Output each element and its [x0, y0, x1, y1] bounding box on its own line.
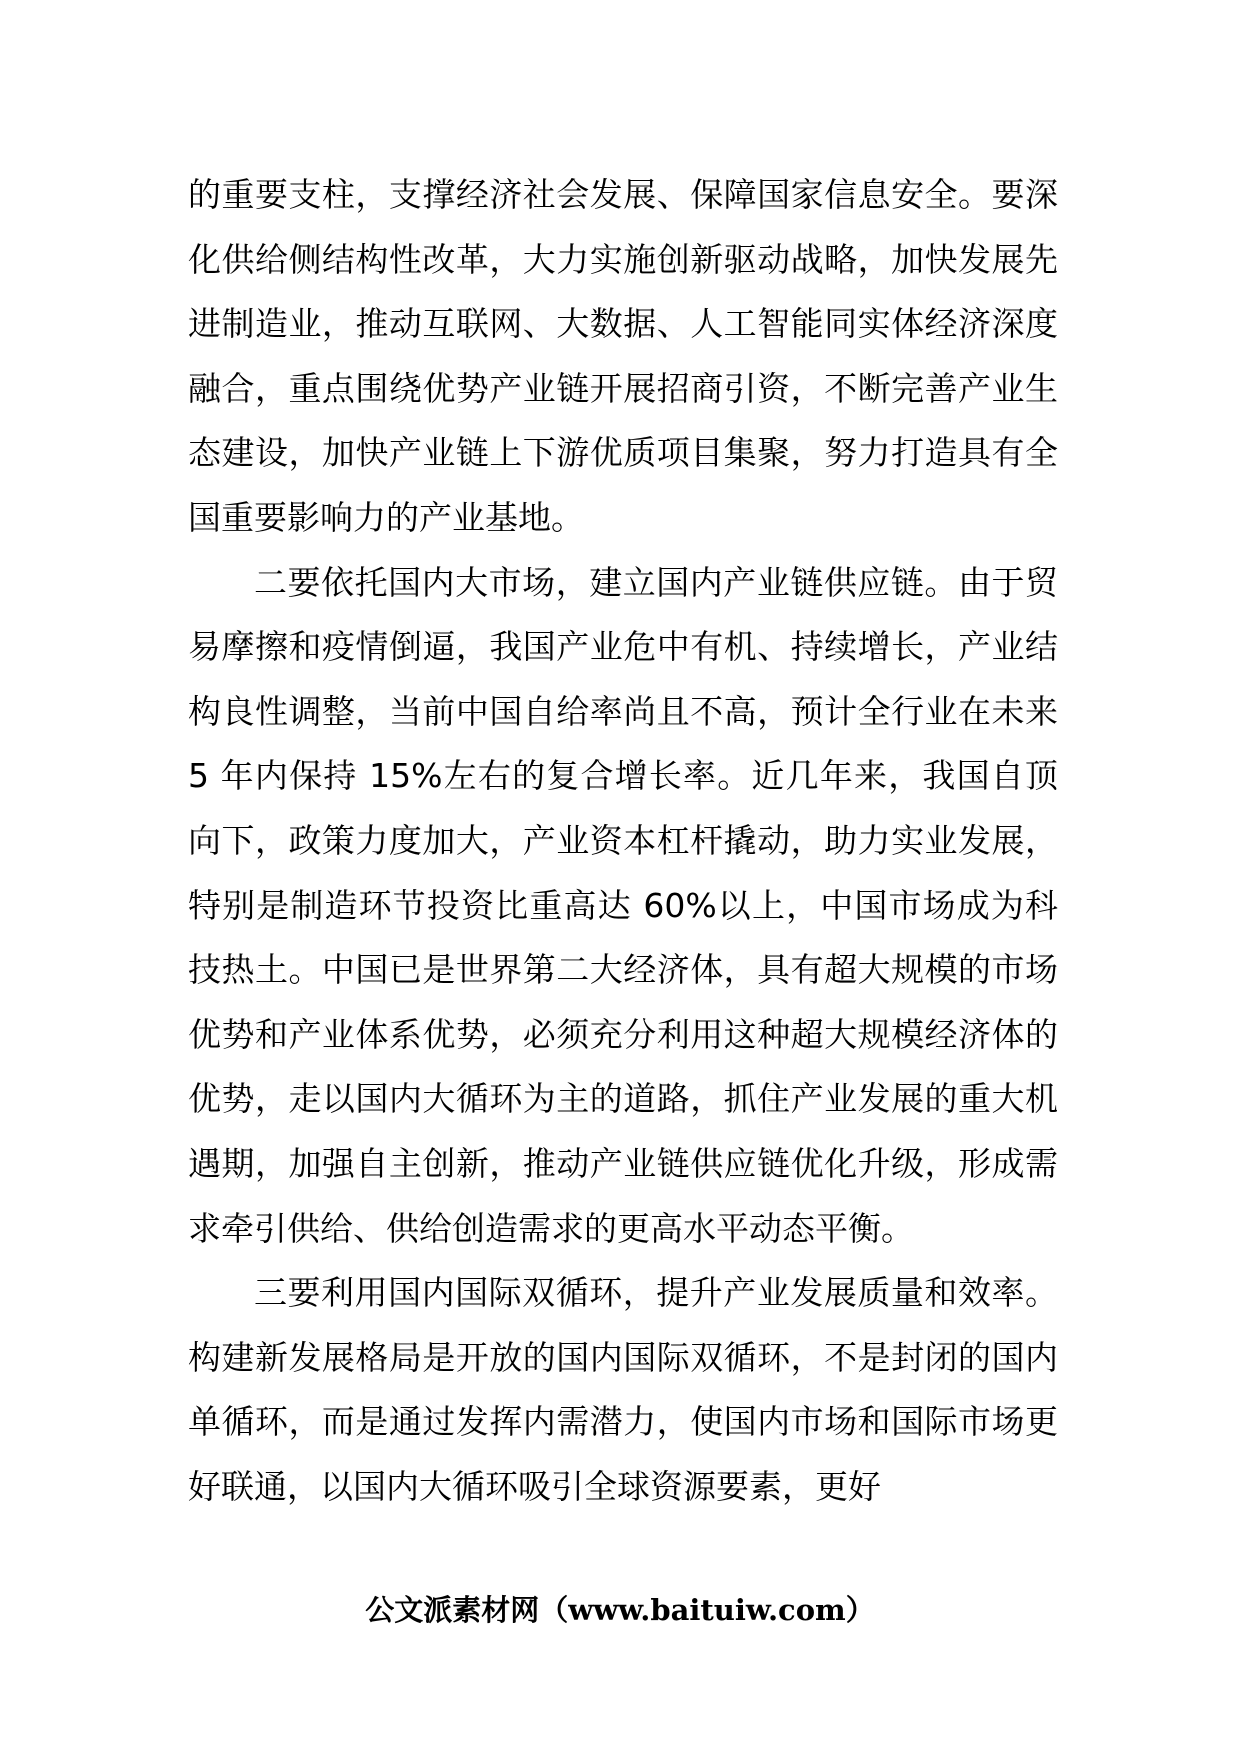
paragraph-continuation	[188, 163, 1058, 551]
page-footer	[0, 1590, 1240, 1630]
footer-watermark-text: 公文派素材网（www.baituiw.com）	[365, 1593, 875, 1627]
paragraph-text: 由于贸易摩擦和疫情倒逼，我国产业危中有机、持续增长，产业结构良性调整，当前中国自给率尚且不高，预计全行业在未来 5 年内保持 15%左右的复合增长率。近几年来，我国自顶向下，政策力度加大，产业资本杠杆撬动，助力实业发展，特别是制造环节投资比重高达 60%以上，中国市场成为科技热土。中国已是世界第二大经济体，具有超大规模的市场优势和产业体系优势，必须充分利用这种超大规模经济体的优势，走以国内大循环为主的道路，抓住产业发展的重大机遇期，加强自主创新，推动产业链供应链优化升级，形成需求牵引供给、供给创造需求的更高水平动态平衡。	[188, 562, 1059, 1248]
paragraph-third-point	[188, 1261, 1058, 1519]
document-body	[188, 163, 1058, 1519]
paragraph-lead: 三要利用国内国际双循环，提升产业发展质量和效率。	[254, 1273, 1058, 1313]
paragraph-lead: 二要依托国内大市场，建立国内产业链供应链。	[254, 562, 958, 602]
paragraph-text: 构建新发展格局是开放的国内国际双循环，不是封闭的国内单循环，而是通过发挥内需潜力，使国内市场和国际市场更好联通，以国内大循环吸引全球资源要素，更好	[188, 1337, 1058, 1506]
paragraph-second-point	[188, 551, 1058, 1262]
paragraph-text: 的重要支柱，支撑经济社会发展、保障国家信息安全。要深化供给侧结构性改革，大力实施创新驱动战略，加快发展先进制造业，推动互联网、大数据、人工智能同实体经济深度融合，重点围绕优势产业链开展招商引资，不断完善产业生态建设，加快产业链上下游优质项目集聚，努力打造具有全国重要影响力的产业基地。	[188, 175, 1058, 537]
